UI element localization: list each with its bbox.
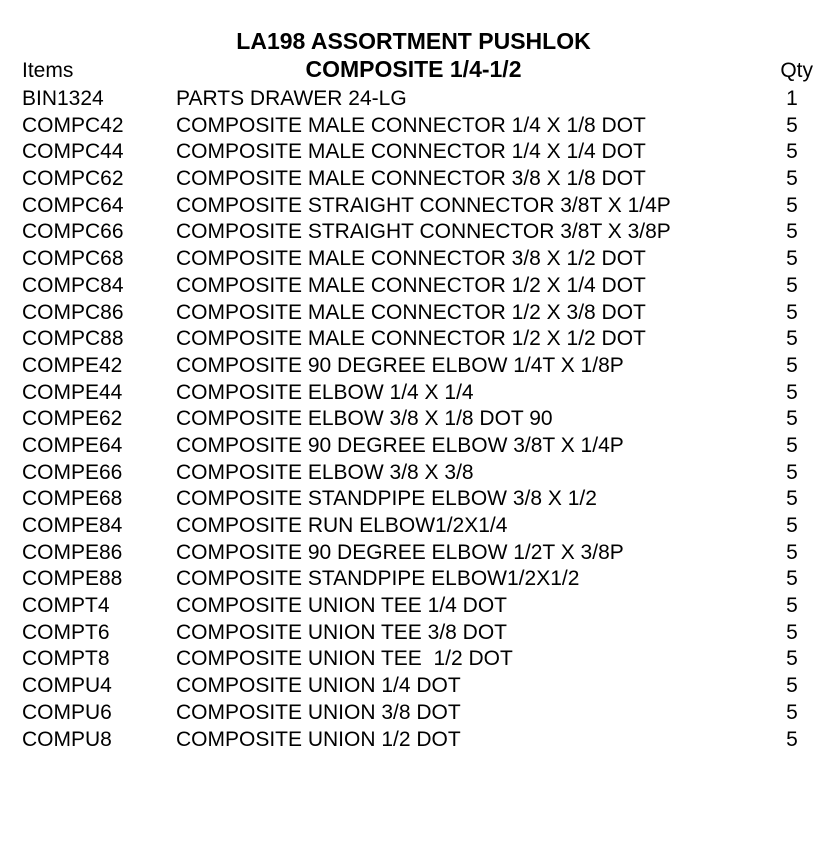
item-qty: 5 [786, 220, 798, 244]
item-qty: 5 [786, 700, 798, 724]
list-item [0, 380, 827, 407]
item-qty: 5 [786, 540, 798, 564]
item-code: COMPE62 [22, 407, 123, 431]
item-code: COMPC68 [22, 247, 124, 271]
item-description: COMPOSITE 90 DEGREE ELBOW 1/2T X 3/8P [176, 540, 624, 564]
item-qty: 5 [786, 300, 798, 324]
item-code: COMPE68 [22, 487, 123, 511]
item-description: COMPOSITE UNION TEE 1/2 DOT [176, 647, 513, 671]
list-item [0, 300, 827, 327]
item-qty: 5 [786, 567, 798, 591]
item-description: COMPOSITE MALE CONNECTOR 1/2 X 3/8 DOT [176, 300, 646, 324]
items-list [0, 86, 827, 753]
item-description: COMPOSITE STRAIGHT CONNECTOR 3/8T X 3/8P [176, 220, 671, 244]
item-code: COMPC88 [22, 327, 124, 351]
item-code: COMPE42 [22, 353, 123, 377]
list-item [0, 727, 827, 754]
item-description: COMPOSITE MALE CONNECTOR 1/4 X 1/4 DOT [176, 140, 646, 164]
list-item [0, 113, 827, 140]
item-description: COMPOSITE RUN ELBOW1/2X1/4 [176, 514, 508, 537]
list-item [0, 326, 827, 353]
item-qty: 5 [786, 353, 798, 377]
item-code: COMPU6 [22, 700, 112, 724]
item-description: COMPOSITE UNION TEE 1/4 DOT [176, 594, 507, 618]
item-code: BIN1324 [22, 87, 104, 110]
item-code: COMPE84 [22, 514, 123, 537]
item-qty: 5 [786, 460, 798, 484]
list-item [0, 700, 827, 727]
item-code: COMPE44 [22, 380, 123, 404]
item-description: COMPOSITE UNION 1/4 DOT [176, 674, 461, 698]
list-item [0, 353, 827, 380]
item-code: COMPT6 [22, 620, 110, 644]
item-qty: 5 [786, 113, 798, 137]
item-code: COMPE88 [22, 567, 123, 591]
document-title-line-1: LA198 ASSORTMENT PUSHLOK [236, 28, 591, 54]
item-code: COMPC44 [22, 140, 124, 164]
list-item [0, 193, 827, 220]
list-item [0, 540, 827, 567]
column-header-items: Items [22, 59, 74, 82]
list-item [0, 486, 827, 513]
list-item [0, 86, 827, 113]
item-qty: 5 [786, 380, 798, 404]
item-description: COMPOSITE 90 DEGREE ELBOW 1/4T X 1/8P [176, 353, 624, 377]
item-description: COMPOSITE MALE CONNECTOR 3/8 X 1/8 DOT [176, 167, 646, 191]
column-header-qty: Qty [780, 59, 813, 82]
item-description: COMPOSITE MALE CONNECTOR 1/2 X 1/2 DOT [176, 327, 646, 351]
item-qty: 5 [786, 514, 798, 537]
item-qty: 5 [786, 620, 798, 644]
list-item [0, 433, 827, 460]
list-item [0, 139, 827, 166]
document-title-line-2: COMPOSITE 1/4-1/2 [305, 56, 522, 82]
list-item [0, 246, 827, 273]
item-qty: 5 [786, 727, 798, 751]
item-qty: 5 [786, 594, 798, 618]
item-code: COMPU8 [22, 727, 112, 751]
item-code: COMPC66 [22, 220, 124, 244]
list-item [0, 673, 827, 700]
list-item [0, 460, 827, 487]
item-qty: 5 [786, 674, 798, 698]
item-description: COMPOSITE ELBOW 3/8 X 1/8 DOT 90 [176, 407, 553, 431]
item-qty: 5 [786, 140, 798, 164]
item-description: COMPOSITE 90 DEGREE ELBOW 3/8T X 1/4P [176, 433, 624, 457]
item-code: COMPC86 [22, 300, 124, 324]
item-code: COMPC84 [22, 273, 124, 297]
item-description: COMPOSITE UNION 3/8 DOT [176, 700, 461, 724]
item-qty: 5 [786, 487, 798, 511]
list-item [0, 406, 827, 433]
item-description: COMPOSITE MALE CONNECTOR 1/4 X 1/8 DOT [176, 113, 646, 137]
item-qty: 1 [786, 87, 798, 110]
item-description: COMPOSITE STRAIGHT CONNECTOR 3/8T X 1/4P [176, 193, 671, 217]
item-description: COMPOSITE STANDPIPE ELBOW 3/8 X 1/2 [176, 487, 597, 511]
item-description: COMPOSITE UNION TEE 3/8 DOT [176, 620, 507, 644]
item-description: COMPOSITE ELBOW 1/4 X 1/4 [176, 380, 474, 404]
item-qty: 5 [786, 247, 798, 271]
item-description: COMPOSITE MALE CONNECTOR 1/2 X 1/4 DOT [176, 273, 646, 297]
list-item [0, 646, 827, 673]
item-qty: 5 [786, 167, 798, 191]
item-code: COMPT8 [22, 647, 110, 671]
item-code: COMPU4 [22, 674, 112, 698]
item-description: COMPOSITE MALE CONNECTOR 3/8 X 1/2 DOT [176, 247, 646, 271]
item-code: COMPC42 [22, 113, 124, 137]
list-item [0, 219, 827, 246]
item-qty: 5 [786, 407, 798, 431]
list-item [0, 620, 827, 647]
list-item [0, 166, 827, 193]
item-code: COMPT4 [22, 594, 110, 618]
item-qty: 5 [786, 327, 798, 351]
item-code: COMPC64 [22, 193, 124, 217]
item-qty: 5 [786, 647, 798, 671]
list-item [0, 513, 827, 540]
list-item [0, 273, 827, 300]
item-code: COMPE64 [22, 433, 123, 457]
list-item [0, 566, 827, 593]
list-item [0, 593, 827, 620]
item-qty: 5 [786, 273, 798, 297]
item-code: COMPC62 [22, 167, 124, 191]
item-qty: 5 [786, 433, 798, 457]
item-description: PARTS DRAWER 24-LG [176, 87, 407, 110]
item-description: COMPOSITE UNION 1/2 DOT [176, 727, 461, 751]
item-code: COMPE86 [22, 540, 123, 564]
item-description: COMPOSITE STANDPIPE ELBOW1/2X1/2 [176, 567, 580, 591]
item-code: COMPE66 [22, 460, 123, 484]
item-qty: 5 [786, 193, 798, 217]
item-description: COMPOSITE ELBOW 3/8 X 3/8 [176, 460, 474, 484]
